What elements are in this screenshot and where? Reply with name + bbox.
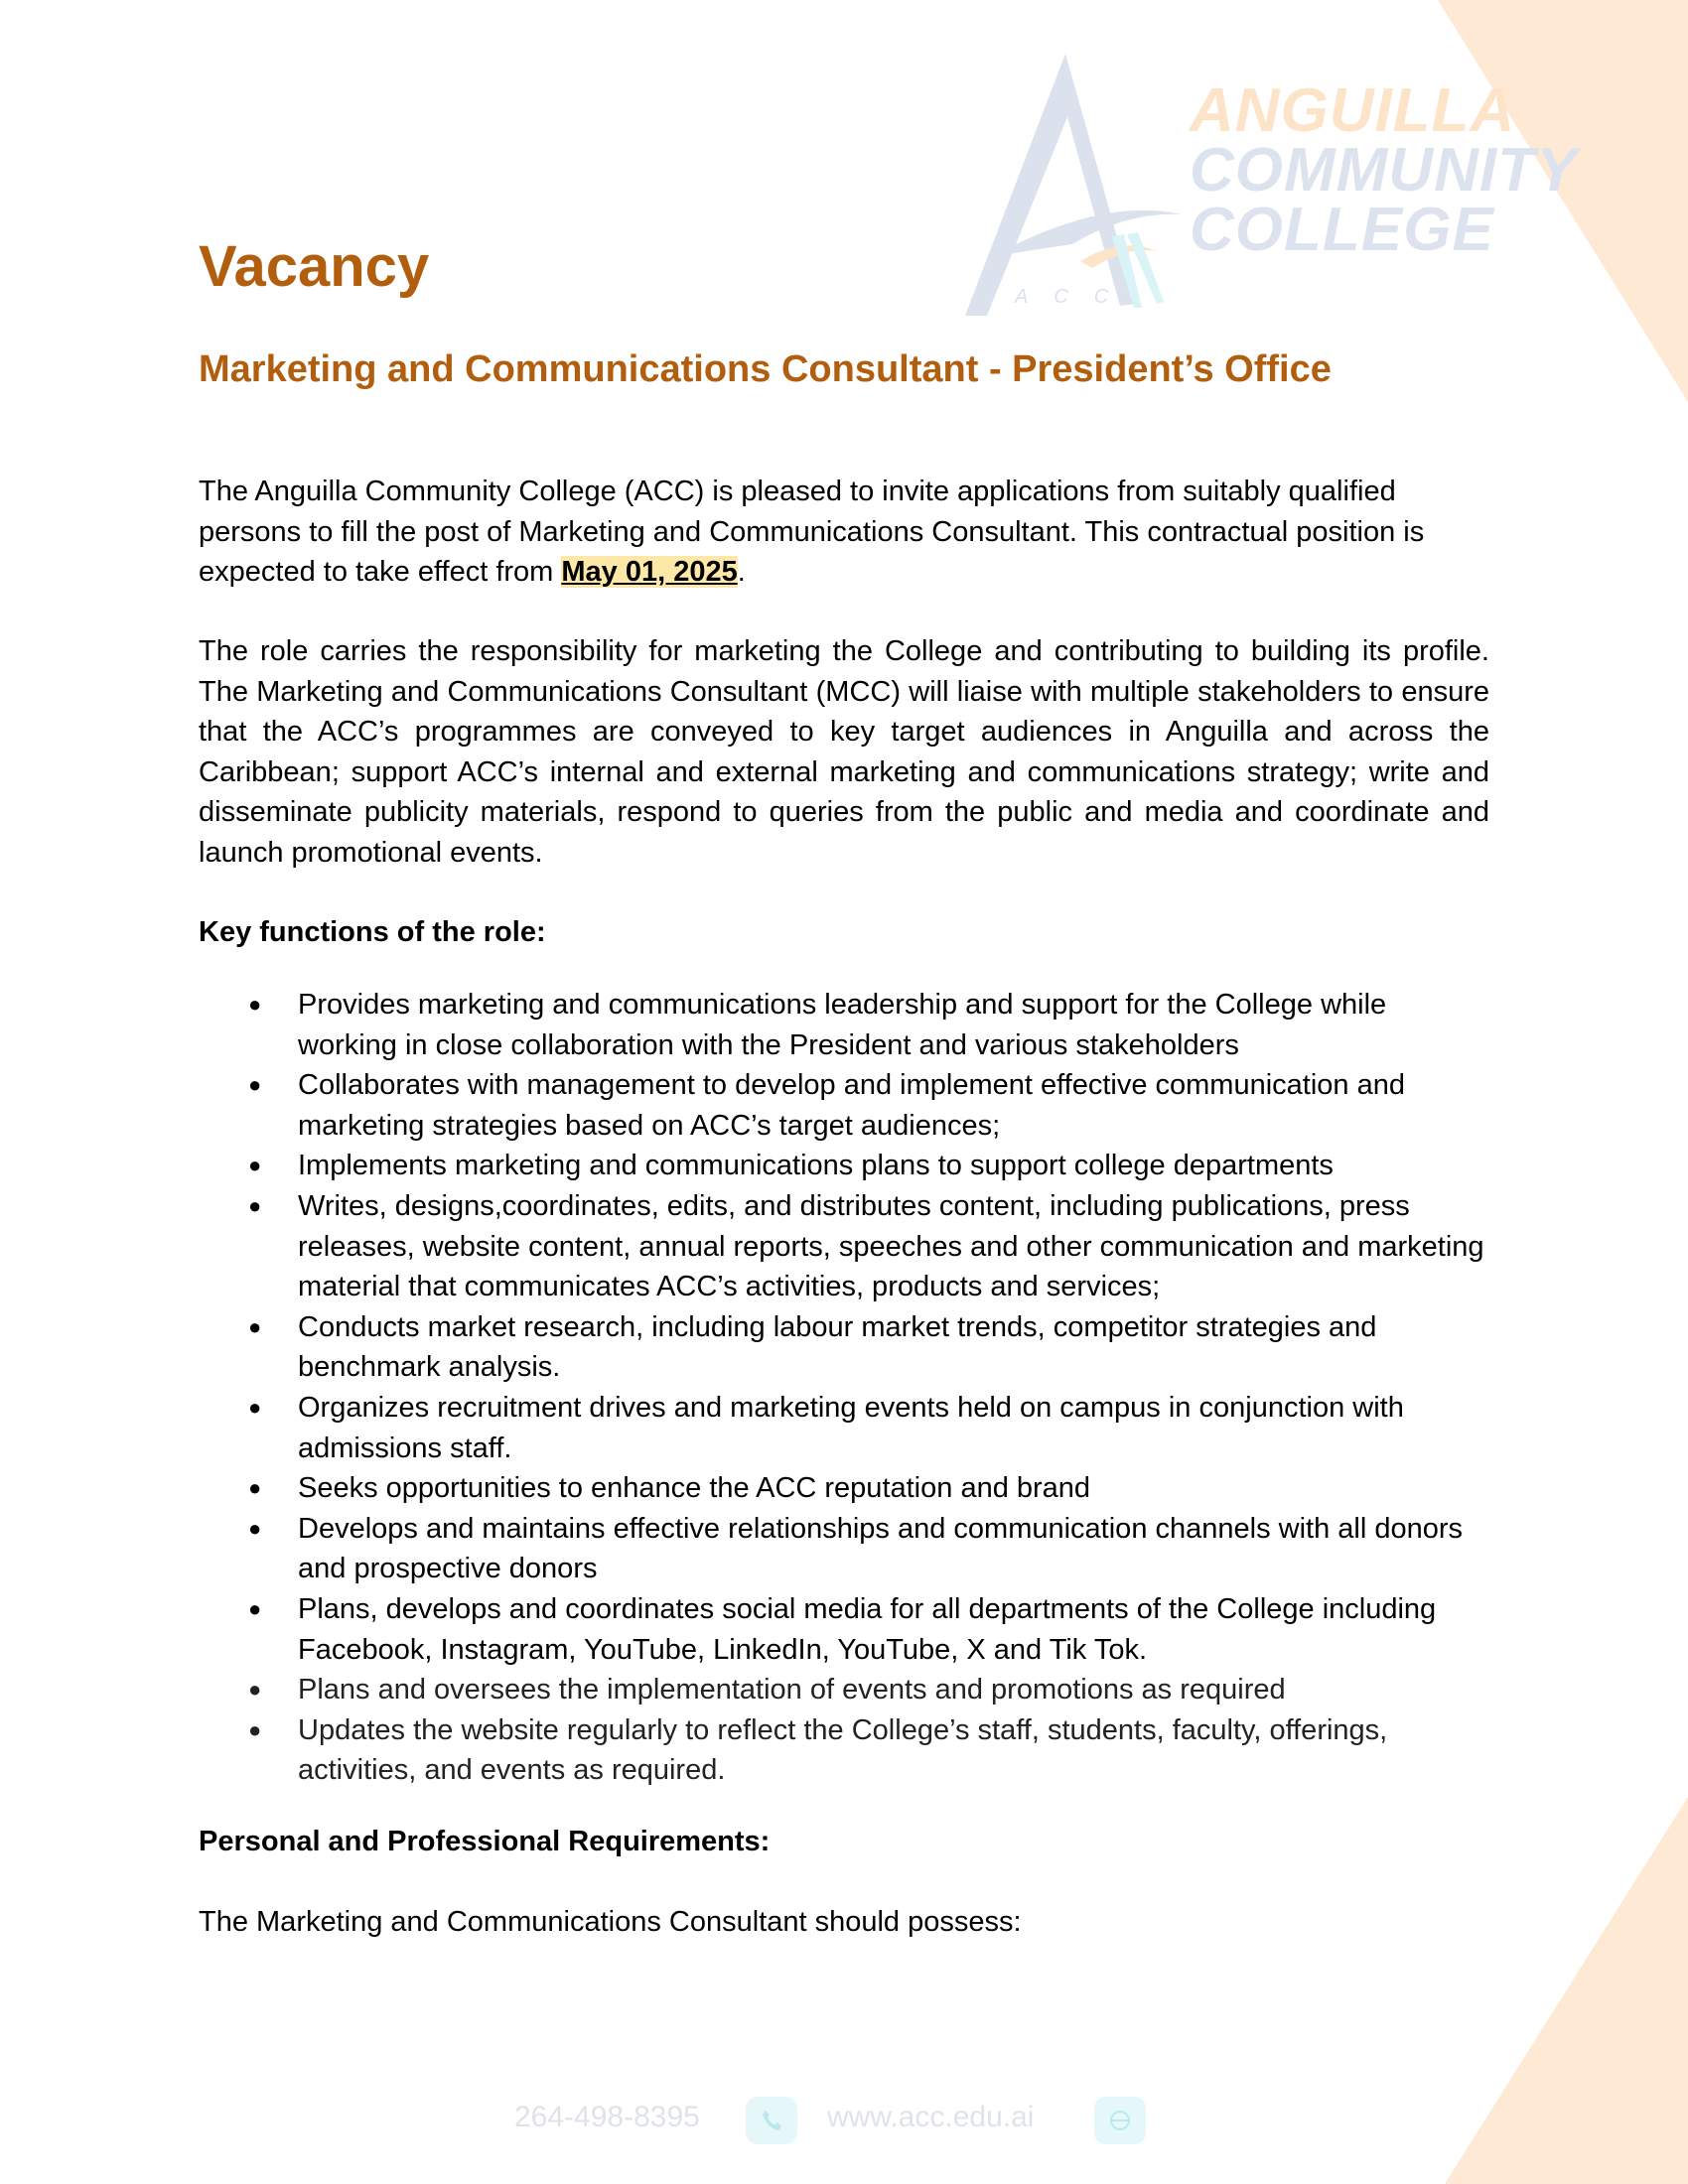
- bullet-icon: ●: [248, 1716, 262, 1742]
- bullet-icon: ●: [248, 1192, 262, 1218]
- list-item: [248, 1670, 1489, 1710]
- logo-line-2: COMMUNITY: [1190, 136, 1579, 205]
- bullet-icon: ●: [248, 1394, 262, 1420]
- logo-wordmark: [1190, 76, 1579, 264]
- footer-phone: 264-498-8395: [514, 2101, 700, 2133]
- intro-paragraph: [199, 472, 1489, 593]
- key-functions-list: [248, 985, 1489, 1791]
- list-item: [248, 1710, 1489, 1791]
- logo-line-3: COLLEGE: [1190, 196, 1494, 264]
- bullet-icon: ●: [248, 1595, 262, 1621]
- key-functions-heading: Key functions of the role:: [199, 916, 546, 948]
- logo-mark-letters: ACC: [1015, 286, 1135, 308]
- page-footer: [0, 2093, 1688, 2146]
- bullet-icon: ●: [248, 1475, 262, 1501]
- intro-text-end: .: [737, 556, 746, 589]
- bullet-icon: ●: [248, 1677, 262, 1703]
- list-item-text: Plans and oversees the implementation of events and promotions as required: [298, 1674, 1286, 1706]
- list-item: [248, 1146, 1489, 1186]
- list-item: [248, 1065, 1489, 1146]
- list-item-text: Provides marketing and communications leadership and support for the College while working in close collaboration with the President and various stakeholders: [298, 989, 1387, 1061]
- list-item: [248, 1468, 1489, 1509]
- bullet-icon: ●: [248, 992, 262, 1017]
- start-date: May 01, 2025: [561, 556, 738, 589]
- footer-website: www.acc.edu.ai: [827, 2101, 1035, 2133]
- requirements-intro: The Marketing and Communications Consultant should possess:: [199, 1906, 1022, 1938]
- intro-text: The Anguilla Community College (ACC) is pleased to invite applications from suitably qualified persons to fill the post of Marketing and Communications Consultant. This contractual position is expected to take effect from: [199, 476, 1425, 589]
- list-item-text: Seeks opportunities to enhance the ACC reputation and brand: [298, 1472, 1091, 1505]
- list-item: [248, 1186, 1489, 1307]
- list-item: [248, 1509, 1489, 1589]
- list-item-text: Collaborates with management to develop and implement effective communication and marketing strategies based on ACC’s target audiences;: [298, 1069, 1405, 1142]
- list-item-text: Plans, develops and coordinates social media for all departments of the College including Facebook, Instagram, YouTube, LinkedIn, YouTube, X and Tik Tok.: [298, 1592, 1437, 1666]
- list-item: [248, 1388, 1489, 1468]
- list-item: [248, 1307, 1489, 1388]
- list-item-text: Conducts market research, including labour market trends, competitor strategies and benchmark analysis.: [298, 1310, 1377, 1384]
- list-item-text: Develops and maintains effective relationships and communication channels with all donors and prospective donors: [298, 1512, 1464, 1585]
- position-title: Marketing and Communications Consultant - President’s Office: [199, 348, 1332, 390]
- bullet-icon: ●: [248, 1515, 262, 1541]
- bullet-icon: ●: [248, 1313, 262, 1339]
- list-item-text: Writes, designs,coordinates, edits, and distributes content, including publications, press releases, website content, annual reports, speeches and other communication and marketing material that communicates ACC’s activities, products and services;: [298, 1189, 1484, 1303]
- list-item-text: Updates the website regularly to reflect the College’s staff, students, faculty, offerings, activities, and events as required.: [298, 1713, 1388, 1787]
- page-title: Vacancy: [199, 234, 430, 299]
- globe-icon: [1094, 2097, 1146, 2144]
- list-item-text: Organizes recruitment drives and marketing events held on campus in conjunction with admissions staff.: [298, 1391, 1404, 1464]
- role-description: The role carries the responsibility for marketing the College and contributing to building its profile. The Marketing and Communications Consultant (MCC) will liaise with multiple stakeholders to ensure that the ACC’s programmes are conveyed to key target audiences in Anguilla and across the Caribbean; support ACC’s internal and external marketing and communications strategy; write and disseminate publicity materials, respond to queries from the public and media and coordinate and launch promotional events.: [199, 635, 1489, 869]
- list-item: [248, 1589, 1489, 1670]
- bullet-icon: ●: [248, 1153, 262, 1178]
- logo-line-1: ANGUILLA: [1190, 76, 1516, 145]
- phone-icon: [746, 2097, 797, 2144]
- list-item: [248, 985, 1489, 1065]
- bullet-icon: ●: [248, 1072, 262, 1098]
- list-item-text: Implements marketing and communications plans to support college departments: [298, 1150, 1334, 1182]
- requirements-heading: Personal and Professional Requirements:: [199, 1826, 771, 1857]
